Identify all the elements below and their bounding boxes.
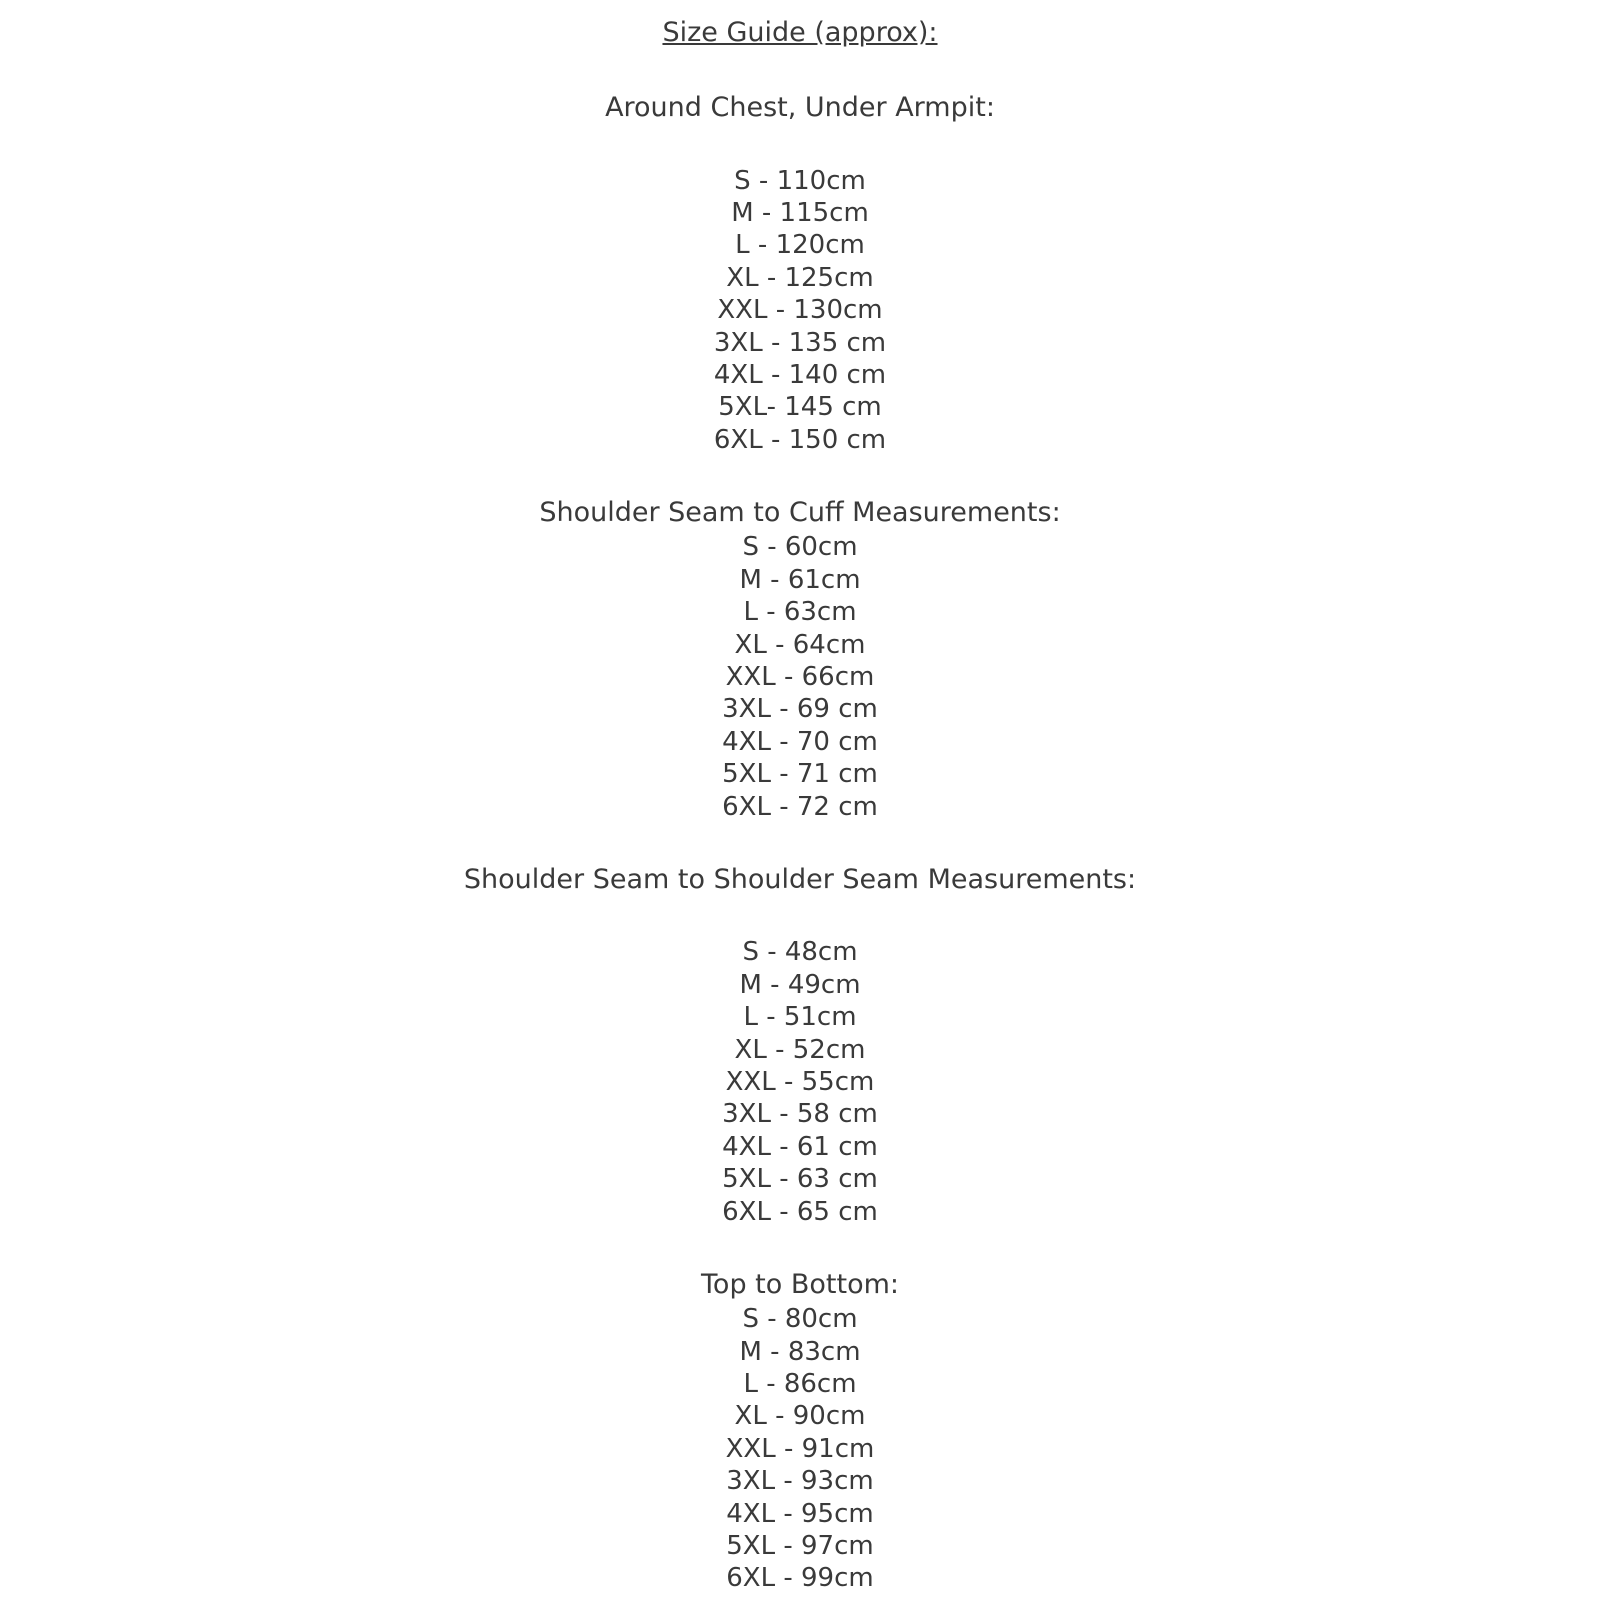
measurement-row: 5XL - 71 cm: [722, 759, 878, 790]
spacer: [0, 1228, 1600, 1266]
page-title: Size Guide (approx):: [662, 17, 938, 48]
measurement-row: S - 60cm: [742, 532, 858, 563]
measurement-row: XL - 52cm: [734, 1034, 866, 1065]
measurement-row: M - 61cm: [739, 564, 861, 595]
measurement-row: M - 49cm: [739, 969, 861, 1000]
measurement-row: L - 63cm: [743, 597, 857, 628]
section-heading: Shoulder Seam to Shoulder Seam Measurements:: [463, 864, 1137, 896]
spacer: [0, 456, 1600, 494]
spacer: [0, 823, 1600, 861]
measurement-row: XL - 125cm: [726, 262, 874, 293]
measurement-row: XXL - 91cm: [725, 1433, 875, 1464]
measurement-row: 3XL - 58 cm: [722, 1099, 878, 1130]
measurement-row: 3XL - 69 cm: [722, 694, 878, 725]
section-around-chest: [0, 89, 1600, 456]
measurement-row: XXL - 66cm: [725, 662, 875, 693]
measurement-row: M - 83cm: [739, 1336, 861, 1367]
section-heading: Top to Bottom:: [701, 1268, 899, 1300]
spacer: [0, 898, 1600, 936]
section-heading: Around Chest, Under Armpit:: [605, 92, 995, 124]
measurement-row: 6XL - 150 cm: [713, 424, 887, 455]
measurement-row: 4XL - 140 cm: [713, 359, 887, 390]
spacer: [0, 127, 1600, 165]
measurement-row: L - 120cm: [735, 230, 865, 261]
measurement-row: 4XL - 61 cm: [722, 1131, 878, 1162]
measurement-row: L - 86cm: [743, 1369, 857, 1400]
measurement-row: XXL - 130cm: [717, 295, 883, 326]
measurement-row: XXL - 55cm: [725, 1066, 875, 1097]
measurement-row: 6XL - 72 cm: [722, 791, 878, 822]
measurement-row: L - 51cm: [743, 1002, 857, 1033]
measurement-row: 3XL - 93cm: [726, 1466, 874, 1497]
measurement-row: 5XL- 145 cm: [718, 392, 882, 423]
measurement-row: 5XL - 97cm: [726, 1531, 874, 1562]
spacer: [0, 51, 1600, 89]
measurement-row: 5XL - 63 cm: [722, 1164, 878, 1195]
section-top-to-bottom: [0, 1266, 1600, 1595]
measurement-row: 6XL - 99cm: [726, 1563, 874, 1594]
measurement-row: XL - 90cm: [734, 1401, 866, 1432]
measurement-row: M - 115cm: [731, 197, 869, 228]
section-shoulder-to-cuff: [0, 494, 1600, 823]
measurement-row: 4XL - 70 cm: [722, 726, 878, 757]
section-heading: Shoulder Seam to Cuff Measurements:: [539, 497, 1061, 529]
measurement-row: XL - 64cm: [734, 629, 866, 660]
measurement-row: S - 80cm: [742, 1304, 858, 1335]
measurement-row: S - 48cm: [742, 937, 858, 968]
section-shoulder-to-shoulder: [0, 861, 1600, 1228]
measurement-row: S - 110cm: [734, 165, 866, 196]
measurement-row: 3XL - 135 cm: [713, 327, 887, 358]
measurement-row: 6XL - 65 cm: [722, 1196, 878, 1227]
measurement-row: 4XL - 95cm: [726, 1498, 874, 1529]
